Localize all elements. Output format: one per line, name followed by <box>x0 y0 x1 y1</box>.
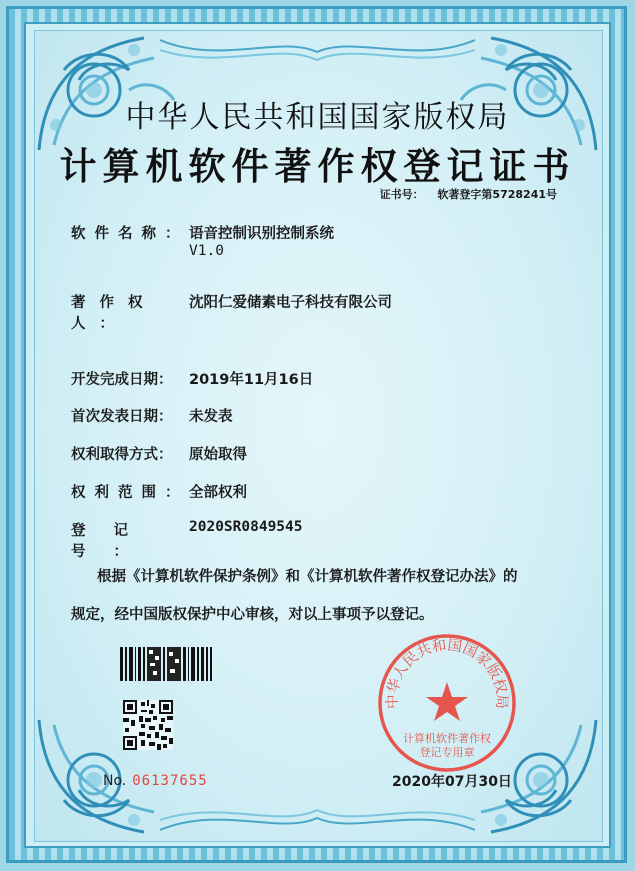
acquire-method-label: 权利取得方式： <box>71 447 173 463</box>
software-name-row <box>71 222 334 259</box>
reg-no-row <box>71 519 303 561</box>
official-seal-icon <box>376 632 518 774</box>
publish-date-value: 未发表 <box>189 409 233 425</box>
software-name-value: 语音控制识别控制系统 <box>189 226 334 242</box>
acquire-method-row <box>71 443 247 464</box>
qr-code-icon <box>123 700 173 750</box>
scope-value: 全部权利 <box>189 485 247 501</box>
certificate-title: 计算机软件著作权登记证书 <box>59 144 576 188</box>
software-name-group <box>189 222 334 259</box>
reg-no-value: 2020SR0849545 <box>189 519 303 535</box>
owner-value: 沈阳仁爱储素电子科技有限公司 <box>189 295 392 311</box>
top-ornament-icon <box>160 30 475 70</box>
owner-label: 著作权人： <box>71 295 157 332</box>
serial-number <box>103 773 208 789</box>
certificate-number <box>380 186 557 202</box>
seal-center-text-2: 登记专用章 <box>419 746 475 759</box>
scope-label: 权利范围： <box>71 485 189 501</box>
publish-date-label: 首次发表日期： <box>71 409 173 425</box>
software-version-value: V1.0 <box>189 243 224 259</box>
completion-date-label: 开发完成日期： <box>71 372 173 388</box>
software-name-label: 软件名称： <box>71 226 189 242</box>
scope-row <box>71 481 247 502</box>
statement-line-2: 规定，经中国版权保护中心审核，对以上事项予以登记。 <box>71 607 434 623</box>
certificate-number-value: 软著登字第5728241号 <box>437 188 557 201</box>
certificate-number-label: 证书号： <box>379 188 424 201</box>
seal-ring-text: 中华人民共和国国家版权局 <box>384 637 510 710</box>
publish-date-row <box>71 405 233 426</box>
serial-number-label: No. <box>103 773 127 789</box>
serial-number-value: 06137655 <box>132 773 208 789</box>
completion-date-row <box>71 368 313 389</box>
statement-line-1: 根据《计算机软件保护条例》和《计算机软件著作权登记办法》的 <box>97 569 518 585</box>
bottom-ornament-icon <box>160 800 475 840</box>
acquire-method-value: 原始取得 <box>189 447 247 463</box>
seal-center-text-1: 计算机软件著作权 <box>403 732 491 745</box>
completion-date-value: 2019年11月16日 <box>189 372 314 388</box>
seal-date: 2020年07月30日 <box>392 774 512 790</box>
barcode-icon <box>120 647 212 681</box>
issuer-title: 中华人民共和国国家版权局 <box>125 100 510 135</box>
owner-row <box>71 291 392 333</box>
reg-no-label: 登记号： <box>71 523 156 560</box>
